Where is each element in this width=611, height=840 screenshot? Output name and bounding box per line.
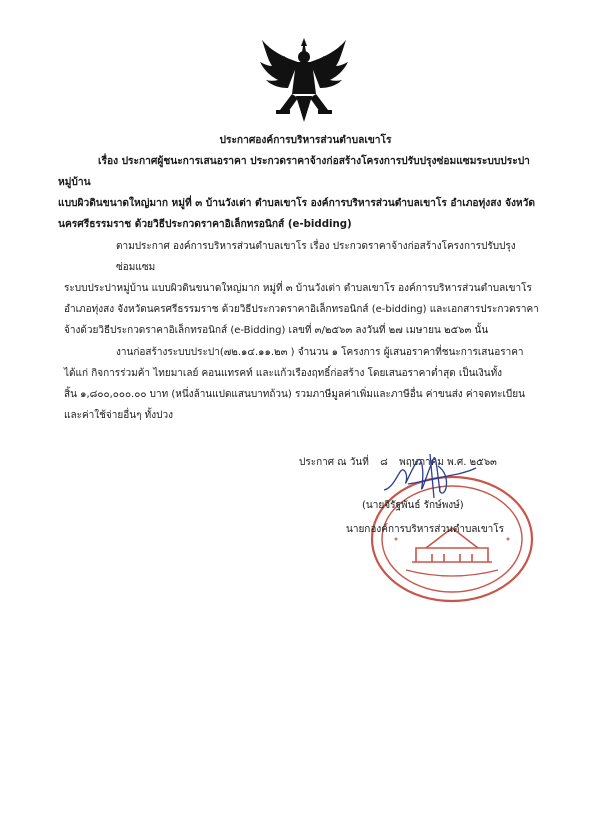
signer-title: นายกองค์การบริหารส่วนตำบลเขาโร bbox=[346, 524, 505, 535]
subject-line-2: แบบผิวดินขนาดใหญ่มาก หมู่ที่ ๓ บ้านวังเต่า ตำบลเขาโร องค์การบริหารส่วนตำบลเขาโร อำเภอทุ่งสง จังหวัด bbox=[58, 198, 535, 209]
paragraph-1 bbox=[64, 236, 552, 341]
document-header bbox=[58, 130, 553, 235]
subject-line-1: เรื่อง ประกาศผู้ชนะการเสนอราคา ประกวดราคาจ้างก่อสร้างโครงการปรับปรุงซ่อมแซมระบบประปาหมู่บ้าน bbox=[58, 156, 530, 188]
paragraph-line: งานก่อสร้างระบบประปา(๗๒.๑๔.๑๑.๒๓ ) จำนวน ๑ โครงการ ผู้เสนอราคาที่ชนะการเสนอราคา bbox=[116, 347, 524, 358]
subject-line-3: นครศรีธรรมราช ด้วยวิธีประกวดราคาอิเล็กทรอนิกส์ (e-bidding) bbox=[58, 219, 352, 230]
paragraph-2 bbox=[64, 342, 552, 426]
announce-day: ๘ bbox=[380, 457, 388, 468]
paragraph-line: จ้างด้วยวิธีประกวดราคาอิเล็กทรอนิกส์ (e-Bidding) เลขที่ ๓/๒๕๖๓ ลงวันที่ ๒๗ เมษายน ๒๕๖๓ นั้น bbox=[64, 325, 489, 336]
paragraph-line: ตามประกาศ องค์การบริหารส่วนตำบลเขาโร เรื่อง ประกวดราคาจ้างก่อสร้างโครงการปรับปรุงซ่อมแซม bbox=[116, 241, 516, 273]
document-title: ประกาศองค์การบริหารส่วนตำบลเขาโร bbox=[219, 135, 392, 146]
announce-month-year: พฤษภาคม พ.ศ. ๒๕๖๓ bbox=[399, 457, 497, 468]
announce-prefix: ประกาศ ณ วันที่ bbox=[299, 457, 369, 468]
paragraph-line: ได้แก่ กิจการร่วมค้า ไทยมาเลย์ คอนแทรคท์ และแก้วเรืองฤทธิ์ก่อสร้าง โดยเสนอราคาต่ำสุด เป็นเงินทั้ง bbox=[64, 368, 503, 379]
paragraph-line: ระบบประปาหมู่บ้าน แบบผิวดินขนาดใหญ่มาก หมู่ที่ ๓ บ้านวังเต่า ตำบลเขาโร องค์การบริหารส่วนตำบลเขาโร bbox=[64, 283, 532, 294]
paragraph-line: อำเภอทุ่งสง จังหวัดนครศรีธรรมราช ด้วยวิธีประกวดราคาอิเล็กทรอนิกส์ (e-bidding) และเอกสารประกวดราคา bbox=[64, 304, 539, 315]
signer-name: (นายจิรัฐพันธ์ รักษ์พงษ์) bbox=[362, 500, 464, 511]
paragraph-line: สิ้น ๑,๘๐๐,๐๐๐.๐๐ บาท (หนึ่งล้านแปดแสนบาทถ้วน) รวมภาษีมูลค่าเพิ่มและภาษีอื่น ค่าขนส่ง ค่าจดทะเบียน bbox=[64, 389, 525, 400]
garuda-emblem-icon bbox=[258, 36, 350, 126]
paragraph-line: และค่าใช้จ่ายอื่นๆ ทั้งปวง bbox=[64, 410, 173, 421]
